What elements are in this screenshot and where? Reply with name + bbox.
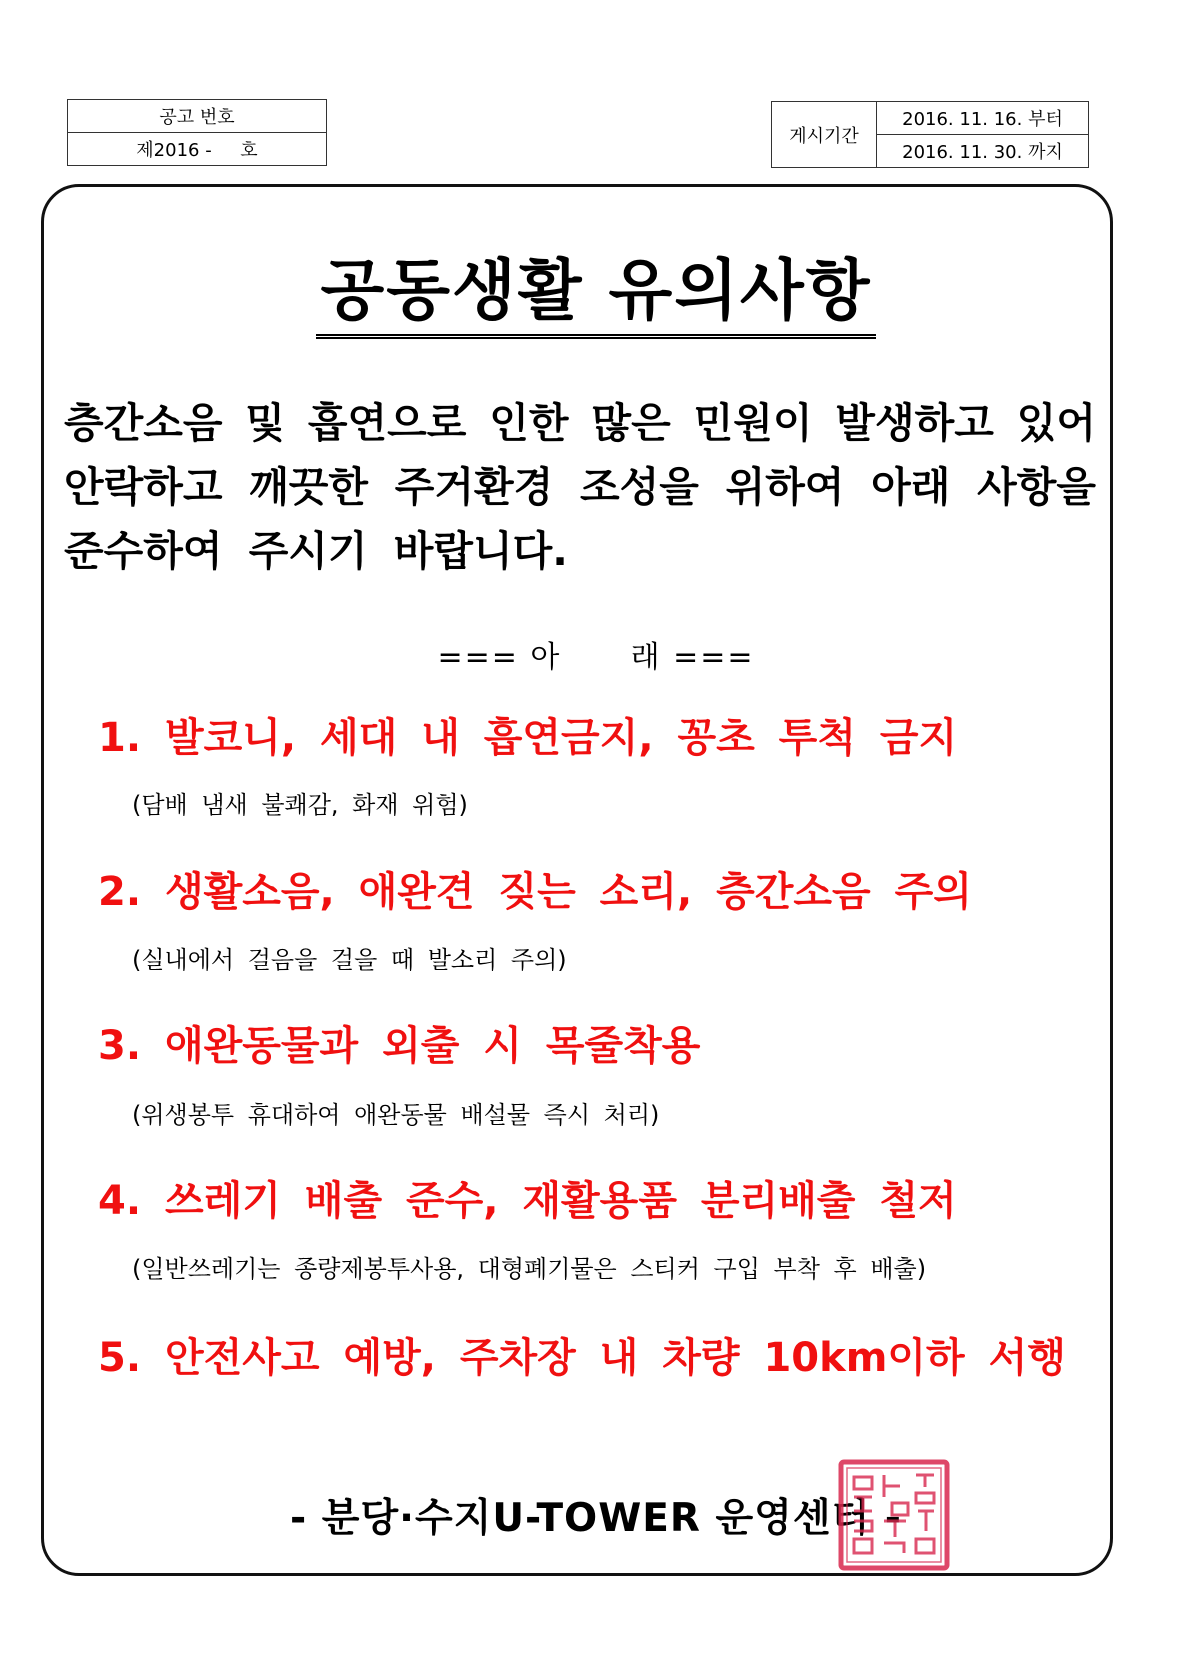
posting-period-table — [771, 101, 1089, 168]
posting-period-from: 2016. 11. 16. 부터 — [877, 102, 1089, 135]
notice-title: 공동생활 유의사항 — [316, 255, 875, 339]
rule-item-2: 2. 생활소음, 애완견 짖는 소리, 층간소음 주의 — [98, 869, 972, 915]
rule-item-2-note: (실내에서 걸음을 걸을 때 발소리 주의) — [132, 946, 567, 974]
notice-number-label: 공고 번호 — [68, 100, 327, 133]
rule-item-1-note: (담배 냄새 불쾌감, 화재 위험) — [132, 791, 468, 819]
issuer-footer: - 분당·수지U-TOWER 운영센터 - — [290, 1496, 902, 1541]
posting-period-to: 2016. 11. 30. 까지 — [877, 135, 1089, 168]
rule-item-3: 3. 애완동물과 외출 시 목줄착용 — [98, 1023, 701, 1069]
rule-item-4-note: (일반쓰레기는 종량제봉투사용, 대형폐기물은 스티커 구입 부착 후 배출) — [132, 1255, 927, 1283]
rule-item-1: 1. 발코니, 세대 내 흡연금지, 꽁초 투척 금지 — [98, 715, 958, 761]
arae-divider: === 아 래 === — [437, 640, 755, 675]
notice-number-table — [67, 99, 327, 166]
notice-number-value: 제2016 - 호 — [68, 133, 327, 166]
posting-period-label: 게시기간 — [772, 102, 877, 168]
intro-line-3: 준수하여 주시기 바랍니다. — [64, 527, 568, 575]
rule-item-3-note: (위생봉투 휴대하여 애완동물 배설물 즉시 처리) — [132, 1101, 660, 1129]
intro-line-1: 층간소음 및 흡연으로 인한 많은 민원이 발생하고 있어 — [64, 399, 1096, 447]
rule-item-4: 4. 쓰레기 배출 준수, 재활용품 분리배출 철저 — [98, 1178, 957, 1224]
intro-line-2: 안락하고 깨끗한 주거환경 조성을 위하여 아래 사항을 — [64, 463, 1096, 511]
rule-item-5: 5. 안전사고 예방, 주차장 내 차량 10km이하 서행 — [98, 1335, 1066, 1381]
notice-title-wrap — [0, 252, 1192, 339]
official-seal-stamp — [838, 1459, 950, 1571]
